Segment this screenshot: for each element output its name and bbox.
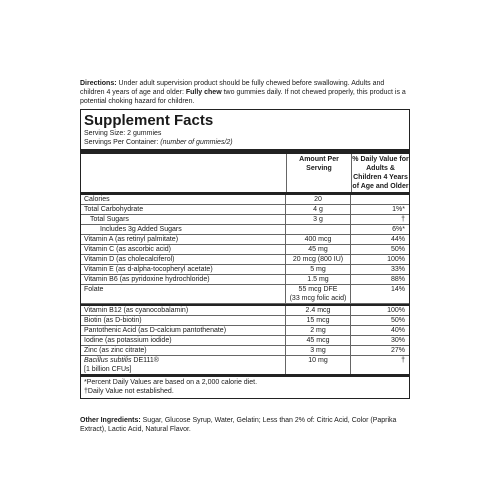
panel-title: Supplement Facts xyxy=(84,112,214,129)
serving-size: Serving Size: 2 gummies xyxy=(84,130,162,137)
nutrient-dv: 50% xyxy=(390,246,405,253)
nutrient-name: Vitamin B12 (as cyanocobalamin) xyxy=(81,306,286,315)
nutrient-amount: 3 mg xyxy=(286,346,351,355)
directions-label: Directions: xyxy=(80,80,117,87)
nutrient-dv: 1%* xyxy=(392,206,405,213)
nutrient-amount: 400 mcg xyxy=(286,235,351,244)
other-ingredients xyxy=(80,416,412,434)
footnote-daily-values: *Percent Daily Values are based on a 2,000 calorie diet. xyxy=(84,379,258,386)
nutrient-name: Folate xyxy=(81,285,286,303)
other-ingredients-label: Other Ingredients: xyxy=(80,417,141,424)
bacillus-amount: 10 mg xyxy=(286,356,351,374)
nutrient-name: Vitamin B6 (as pyridoxine hydrochloride) xyxy=(81,275,286,284)
nutrient-dv: 100% xyxy=(387,256,405,263)
nutrient-amount: 2.4 mcg xyxy=(286,306,351,315)
nutrient-amount: 15 mcg xyxy=(286,316,351,325)
nutrient-dv: 100% xyxy=(387,307,405,314)
servings-value: (number of gummies/2) xyxy=(160,139,233,146)
nutrient-row xyxy=(81,304,409,316)
nutrient-amount xyxy=(286,225,351,234)
nutrient-row xyxy=(81,265,409,275)
nutrient-row xyxy=(81,326,409,336)
nutrient-row xyxy=(81,205,409,215)
nutrient-amount: 45 mg xyxy=(286,245,351,254)
nutrient-row xyxy=(81,346,409,356)
column-header-dv: % Daily Value for Adults & Children 4 Years of Age and Older xyxy=(352,156,409,190)
nutrient-row xyxy=(81,336,409,346)
nutrient-name: Zinc (as zinc citrate) xyxy=(81,346,286,355)
nutrient-name: Total Carbohydrate xyxy=(81,205,286,214)
nutrient-dv: 6%* xyxy=(392,226,405,233)
nutrient-row xyxy=(81,275,409,285)
nutrient-amount: 2 mg xyxy=(286,326,351,335)
nutrient-name: Total Sugars xyxy=(81,215,286,224)
column-header-row xyxy=(81,154,409,195)
nutrient-dv: 14% xyxy=(390,286,405,293)
panel-footnotes xyxy=(81,377,409,398)
nutrient-dv: 40% xyxy=(390,327,405,334)
servings-label: Servings Per Container: xyxy=(84,139,161,146)
nutrient-row xyxy=(81,215,409,225)
nutrient-name: Biotin (as D-biotin) xyxy=(81,316,286,325)
nutrient-amount: 20 xyxy=(286,195,351,204)
bacillus-name xyxy=(81,356,286,374)
bacillus-species: Bacillus subtilis xyxy=(84,357,132,364)
nutrient-dv: 30% xyxy=(390,337,405,344)
directions-body-1: Under adult supervision product should be fully chewed before swallowing. Adults and children 4 years of age and older: xyxy=(80,80,385,96)
nutrient-amount: 5 mg xyxy=(286,265,351,274)
nutrient-name: Calories xyxy=(81,195,286,204)
footnote-not-established: †Daily Value not established. xyxy=(84,388,174,395)
nutrient-amount: 20 mcg (800 IU) xyxy=(286,255,351,264)
nutrient-name: Includes 3g Added Sugars xyxy=(81,225,286,234)
nutrient-dv: † xyxy=(401,216,405,223)
bacillus-cfu: [1 billion CFUs] xyxy=(84,366,132,373)
directions-body-2: two gummies daily. If not chewed properly, this product is a potential choking hazard for children. xyxy=(80,89,406,105)
nutrient-amount: 4 g xyxy=(286,205,351,214)
nutrient-row xyxy=(81,245,409,255)
nutrient-amount: 45 mcg xyxy=(286,336,351,345)
nutrient-row xyxy=(81,235,409,245)
other-ingredients-text: Sugar, Glucose Syrup, Water, Gelatin; Less than 2% of: Citric Acid, Color (Paprika Extract), Lactic Acid, Natural Flavor. xyxy=(80,417,397,433)
directions-bold: Fully chew xyxy=(185,89,222,96)
column-header-amount: Amount Per Serving xyxy=(287,154,352,192)
servings-per-container xyxy=(81,138,409,154)
nutrient-dv: 33% xyxy=(390,266,405,273)
nutrient-dv: 50% xyxy=(390,317,405,324)
bacillus-dv: † xyxy=(401,357,405,364)
nutrient-row xyxy=(81,316,409,326)
nutrient-row xyxy=(81,255,409,265)
nutrient-amount: 3 g xyxy=(286,215,351,224)
nutrient-name: Vitamin E (as d-alpha-tocopheryl acetate) xyxy=(81,265,286,274)
bacillus-strain: DE111® xyxy=(131,357,159,364)
nutrient-row xyxy=(81,285,409,304)
directions-text xyxy=(80,79,410,106)
nutrient-name: Vitamin C (as ascorbic acid) xyxy=(81,245,286,254)
nutrient-row xyxy=(81,225,409,235)
nutrient-dv: 27% xyxy=(390,347,405,354)
nutrient-row xyxy=(81,195,409,205)
nutrient-name: Pantothenic Acid (as D-calcium pantothenate) xyxy=(81,326,286,335)
nutrient-dv: 88% xyxy=(390,276,405,283)
column-header-blank xyxy=(81,154,287,192)
nutrient-rows xyxy=(81,195,409,356)
nutrient-name: Iodine (as potassium iodide) xyxy=(81,336,286,345)
bacillus-row xyxy=(81,356,409,377)
nutrient-name: Vitamin A (as retinyl palmitate) xyxy=(81,235,286,244)
nutrient-name: Vitamin D (as cholecalciferol) xyxy=(81,255,286,264)
nutrient-dv xyxy=(351,195,409,204)
supplement-facts-panel xyxy=(80,109,410,399)
nutrient-dv: 44% xyxy=(390,236,405,243)
nutrient-amount: 1.5 mg xyxy=(286,275,351,284)
nutrient-amount: 55 mcg DFE (33 mcg folic acid) xyxy=(286,285,351,303)
